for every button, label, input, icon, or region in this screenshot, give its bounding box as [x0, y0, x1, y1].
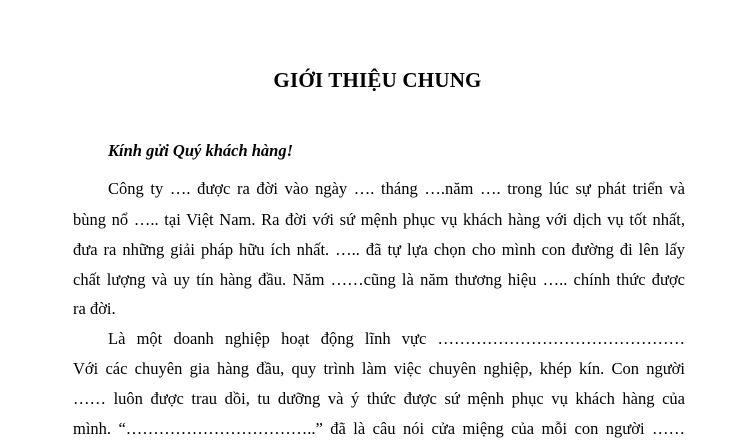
page-title: GIỚI THIỆU CHUNG	[273, 68, 482, 92]
paragraph-2-line-3: …… luôn được trau dồi, tu dưỡng và ý thức được sứ mệnh phục vụ khách hàng của	[73, 389, 685, 408]
paragraph-2-line-4: mình. “……………………………..” đã là câu nói cửa miệng của mỗi con người ……	[73, 419, 685, 438]
paragraph-1-line-3: đưa ra những giải pháp hữu ích nhất. ….. đã tự lựa chọn cho mình con đường đi lên lấy	[73, 240, 685, 259]
greeting: Kính gửi Quý khách hàng!	[108, 141, 294, 160]
paragraph-2-line-2: Với các chuyên gia hàng đầu, quy trình làm việc chuyên nghiệp, khép kín. Con người	[73, 359, 685, 378]
paragraph-2-line-1: Là một doanh nghiệp hoạt động lĩnh vực ………………………………………	[108, 329, 685, 348]
paragraph-1-line-5: ra đời.	[73, 299, 116, 318]
paragraph-1-line-4: chất lượng và uy tín hàng đầu. Năm ……cũng là năm thương hiệu ….. chính thức được	[73, 270, 685, 289]
paragraph-1-line-2: bùng nổ ….. tại Việt Nam. Ra đời với sứ mệnh phục vụ khách hàng với dịch vụ tốt nhất,	[73, 210, 685, 229]
paragraph-1-line-1: Công ty …. được ra đời vào ngày …. tháng ….năm …. trong lúc sự phát triển và	[108, 179, 685, 198]
